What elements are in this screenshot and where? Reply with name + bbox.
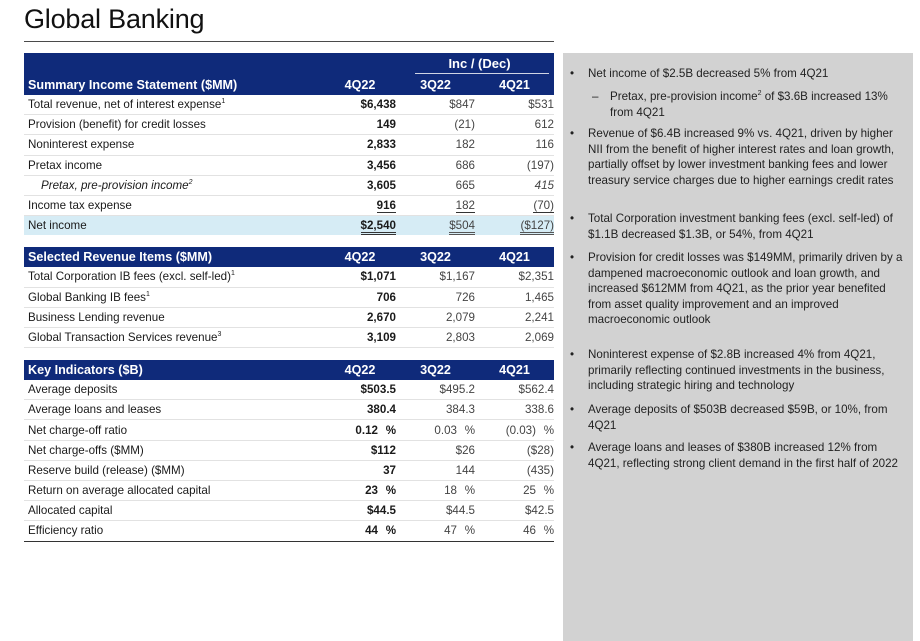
bullet-dot: •: [570, 127, 575, 140]
table-row: [24, 287, 554, 307]
page-title: Global Banking: [24, 4, 205, 34]
cell-value: 44: [365, 524, 378, 538]
percent-unit: %: [385, 423, 396, 437]
cell-4q21: 2,069: [475, 327, 554, 347]
table-row-highlighted: [24, 216, 554, 236]
footnote-marker: 3: [217, 331, 222, 339]
cell-3q22: 2,079: [396, 307, 475, 327]
row-label: Net income: [24, 216, 324, 236]
cell-4q21: $562.4: [475, 380, 554, 400]
row-label: Return on average allocated capital: [24, 481, 324, 501]
cell-4q22: 37: [324, 460, 396, 480]
cell-4q22: $1,071: [324, 267, 396, 287]
table-row: [24, 155, 554, 175]
cell-4q21: 1,465: [475, 287, 554, 307]
table-row: [24, 327, 554, 347]
percent-unit: %: [543, 484, 554, 498]
cell-4q21: 2,241: [475, 307, 554, 327]
row-label-text: Global Banking IB fees: [28, 290, 146, 304]
cell-value: 18: [444, 484, 457, 498]
bullet-dot: •: [570, 403, 575, 416]
cell-3q22: [396, 216, 475, 236]
table-row: [24, 400, 554, 420]
row-label-text: Global Transaction Services revenue: [28, 330, 218, 344]
cell-value: 46: [523, 524, 536, 538]
cell-3q22: 384.3: [396, 400, 475, 420]
cell-4q22: 706: [324, 287, 396, 307]
cell-4q22: [324, 481, 396, 501]
row-label: Average loans and leases: [24, 400, 324, 420]
cell-4q22: 2,833: [324, 135, 396, 155]
footnote-marker: 2: [757, 90, 762, 98]
cell-4q21: 116: [475, 135, 554, 155]
cell-4q22: 149: [324, 115, 396, 135]
cell-3q22: 665: [396, 175, 475, 195]
cell-4q21: [475, 195, 554, 215]
footnote-marker: 1: [145, 290, 150, 298]
table-row: [24, 135, 554, 155]
cell-value: 23: [365, 484, 378, 498]
cell-4q21: 415: [475, 175, 554, 195]
bullet-dot: •: [570, 348, 575, 361]
bullet-text: Revenue of $6.4B increased 9% vs. 4Q21, driven by higher NII from the benefit of higher interest rates and loan growth, partially offset by lower investment banking fees and lower treasury service charges due to higher earnings credit rates: [588, 127, 895, 187]
key-indicators-table: [24, 360, 554, 542]
cell-4q22: $112: [324, 440, 396, 460]
cell-value: 25: [523, 484, 536, 498]
table-spacer: [24, 348, 554, 360]
cell-3q22: $26: [396, 440, 475, 460]
cell-value: 0.12: [355, 423, 378, 437]
col-header-4q21: 4Q21: [475, 247, 554, 267]
cell-4q22: $6,438: [324, 95, 396, 115]
footnote-marker: 2: [188, 178, 193, 186]
cell-value: 182: [455, 199, 475, 213]
bullet-item: [570, 250, 904, 328]
table-header-row: [24, 360, 554, 380]
cell-4q21: $531: [475, 95, 554, 115]
bullet-text: Average deposits of $503B decreased $59B, or 10%, from 4Q21: [588, 403, 888, 432]
cell-value: $504: [449, 219, 475, 235]
col-header-4q22: 4Q22: [324, 247, 396, 267]
cell-3q22: (21): [396, 115, 475, 135]
bullet-text: Noninterest expense of $2.8B increased 4% from 4Q21, primarily reflecting continued investments in the business, including strategic hiring and technology: [588, 348, 885, 393]
table-header-row: [24, 75, 554, 95]
row-label: Business Lending revenue: [24, 307, 324, 327]
cell-3q22: [396, 420, 475, 440]
cell-4q22: [324, 420, 396, 440]
summary-income-statement-table: [24, 75, 554, 235]
cell-value: (70): [533, 199, 554, 213]
bullet-item: [570, 211, 904, 242]
table-row: [24, 440, 554, 460]
table-row: [24, 195, 554, 215]
row-label: Pretax income: [24, 155, 324, 175]
footnote-marker: 1: [221, 98, 226, 106]
bullet-item: [570, 440, 904, 471]
col-header-3q22: 3Q22: [396, 75, 475, 95]
percent-unit: %: [543, 524, 554, 538]
cell-3q22: 726: [396, 287, 475, 307]
table-header-row: [24, 247, 554, 267]
cell-3q22: [396, 481, 475, 501]
table-row: [24, 175, 554, 195]
col-header-3q22: 3Q22: [396, 247, 475, 267]
cell-4q21: [475, 521, 554, 541]
row-label: Noninterest expense: [24, 135, 324, 155]
cell-value: 47: [444, 524, 457, 538]
table-header: Selected Revenue Items ($MM): [24, 247, 324, 267]
cell-3q22: $44.5: [396, 501, 475, 521]
percent-unit: %: [464, 484, 475, 498]
percent-unit: %: [464, 423, 475, 437]
title-divider: [24, 41, 554, 42]
cell-value: ($127): [520, 219, 554, 235]
cell-value: (0.03): [505, 423, 536, 437]
bullet-dot: •: [570, 441, 575, 454]
bullet-text: [570, 89, 904, 120]
bullet-text: Net income of $2.5B decreased 5% from 4Q21: [588, 67, 829, 80]
inc-dec-label: Inc / (Dec): [448, 56, 511, 71]
cell-3q22: [396, 195, 475, 215]
footnote-marker: 1: [230, 270, 235, 278]
bullet-item: [570, 126, 904, 188]
selected-revenue-items-table: [24, 247, 554, 348]
row-label: Income tax expense: [24, 195, 324, 215]
cell-3q22: 2,803: [396, 327, 475, 347]
cell-4q22: 3,109: [324, 327, 396, 347]
bullet-dot: •: [570, 212, 575, 225]
cell-4q21: (197): [475, 155, 554, 175]
cell-4q21: ($28): [475, 440, 554, 460]
cell-4q22: [324, 216, 396, 236]
col-header-4q22: 4Q22: [324, 360, 396, 380]
row-label: [24, 327, 324, 347]
row-label-text: Pretax, pre-provision income: [41, 178, 189, 192]
inc-dec-header-bar: [24, 53, 554, 75]
table-row: [24, 481, 554, 501]
bullet-text-part: Pretax, pre-provision income: [610, 90, 758, 103]
cell-4q21: 612: [475, 115, 554, 135]
col-header-4q22: 4Q22: [324, 75, 396, 95]
row-label: [24, 95, 324, 115]
table-row: [24, 380, 554, 400]
percent-unit: %: [385, 524, 396, 538]
row-label: Net charge-offs ($MM): [24, 440, 324, 460]
bullet-item: [570, 402, 904, 433]
table-row: [24, 95, 554, 115]
cell-4q21: $42.5: [475, 501, 554, 521]
col-header-4q21: 4Q21: [475, 75, 554, 95]
cell-4q22: 380.4: [324, 400, 396, 420]
cell-4q22: 3,605: [324, 175, 396, 195]
bullet-text-part: of $3.6B increased 13% from 4Q21: [610, 90, 888, 119]
bullet-dash: –: [592, 90, 599, 103]
table-row: [24, 115, 554, 135]
row-label: Provision (benefit) for credit losses: [24, 115, 324, 135]
financial-tables: [24, 53, 554, 542]
sub-bullet-item: [570, 89, 904, 120]
cell-4q22: 3,456: [324, 155, 396, 175]
cell-value: 916: [376, 199, 396, 213]
table-row: [24, 267, 554, 287]
percent-unit: %: [543, 423, 554, 437]
cell-4q21: [475, 420, 554, 440]
row-label: [24, 287, 324, 307]
col-header-3q22: 3Q22: [396, 360, 475, 380]
table-row: [24, 307, 554, 327]
table-header: Key Indicators ($B): [24, 360, 324, 380]
cell-3q22: $847: [396, 95, 475, 115]
percent-unit: %: [464, 524, 475, 538]
table-spacer: [24, 235, 554, 247]
bullet-text: Average loans and leases of $380B increased 12% from 4Q21, reflecting strong client demand in the first half of 2022: [588, 441, 898, 470]
row-label: Average deposits: [24, 380, 324, 400]
bullet-item: [570, 347, 904, 394]
cell-3q22: 144: [396, 460, 475, 480]
cell-4q22: [324, 195, 396, 215]
bullet-dot: •: [570, 67, 575, 80]
row-label-text: Total Corporation IB fees (excl. self-led): [28, 270, 231, 284]
cell-4q22: [324, 521, 396, 541]
table-header: Summary Income Statement ($MM): [24, 75, 324, 95]
row-label: Net charge-off ratio: [24, 420, 324, 440]
table-row: [24, 420, 554, 440]
cell-4q22: 2,670: [324, 307, 396, 327]
row-label: Reserve build (release) ($MM): [24, 460, 324, 480]
cell-4q21: [475, 481, 554, 501]
col-header-4q21: 4Q21: [475, 360, 554, 380]
cell-4q21: (435): [475, 460, 554, 480]
row-label: [24, 267, 324, 287]
row-label: [24, 175, 324, 195]
cell-4q21: $2,351: [475, 267, 554, 287]
percent-unit: %: [385, 484, 396, 498]
table-row: [24, 521, 554, 541]
inc-dec-rule: [415, 73, 549, 74]
cell-3q22: 182: [396, 135, 475, 155]
bullet-item: [570, 66, 904, 82]
table-row: [24, 460, 554, 480]
cell-4q21: [475, 216, 554, 236]
row-label: Allocated capital: [24, 501, 324, 521]
cell-value: $2,540: [361, 219, 396, 235]
cell-3q22: $1,167: [396, 267, 475, 287]
cell-4q22: $503.5: [324, 380, 396, 400]
cell-3q22: 686: [396, 155, 475, 175]
cell-3q22: $495.2: [396, 380, 475, 400]
bullet-text: Provision for credit losses was $149MM, primarily driven by a dampened macroeconomic outlook and loan growth, and increased $612MM from 4Q21, as the prior year benefited from asset quality improvement and an improved macroeconomic outlook: [588, 251, 903, 327]
cell-value: 0.03: [434, 423, 457, 437]
bullet-dot: •: [570, 251, 575, 264]
bullet-text: Total Corporation investment banking fees (excl. self-led) of $1.1B decreased $1.3B, or 54%, from 4Q21: [588, 212, 893, 241]
cell-3q22: [396, 521, 475, 541]
cell-4q22: $44.5: [324, 501, 396, 521]
table-row: [24, 501, 554, 521]
cell-4q21: 338.6: [475, 400, 554, 420]
row-label-text: Total revenue, net of interest expense: [28, 98, 222, 112]
row-label: Efficiency ratio: [28, 524, 104, 538]
